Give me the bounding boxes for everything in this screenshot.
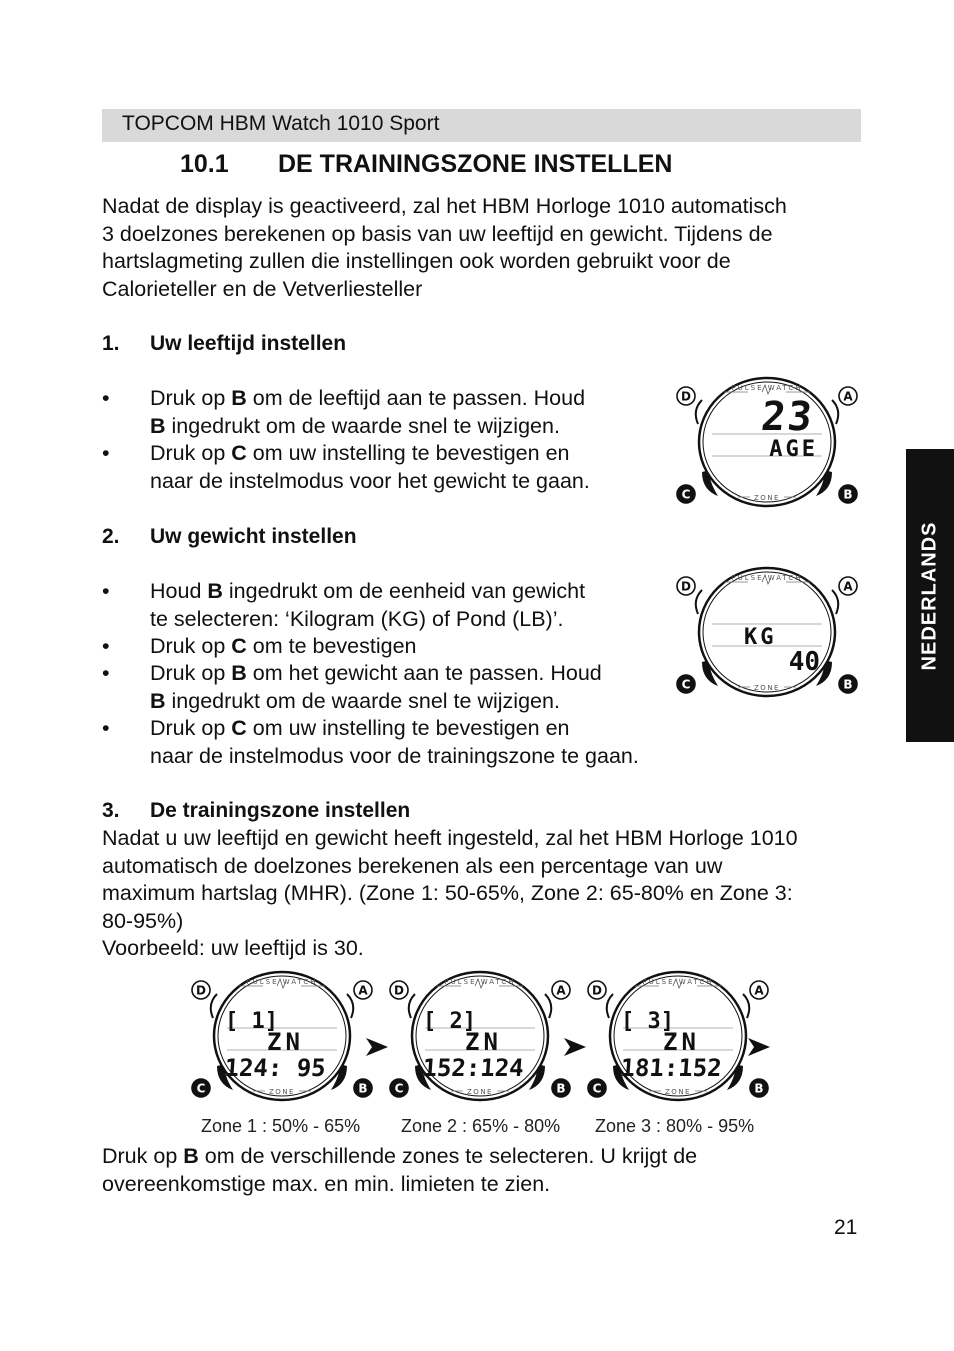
watch-button-label: D <box>592 983 602 998</box>
watch-top-label: PULSE WATCH <box>642 978 714 986</box>
watch-button-label: C <box>681 487 691 502</box>
watch-button-shape <box>347 994 353 1018</box>
watch-button-label: B <box>556 1081 566 1096</box>
watch-button-label: D <box>681 389 691 404</box>
watch-main-digits: 23 <box>759 394 817 440</box>
watch-button-shape <box>545 994 551 1018</box>
watch-zone-index: [ 1] <box>225 1009 278 1034</box>
language-label: NEDERLANDS <box>918 521 941 670</box>
watch-bottom-label: ZONE <box>269 1088 295 1096</box>
language-side-tab <box>906 449 954 742</box>
watch-sub-label: AGE <box>769 437 818 462</box>
watch-button-shape <box>832 590 838 614</box>
header-product: TOPCOM HBM Watch 1010 Sport <box>122 112 440 135</box>
step3-paragraph <box>102 825 798 963</box>
watch-button-label: C <box>592 1081 602 1096</box>
closing-line: overeenkomstige max. en min. limieten te zien. <box>102 1171 551 1196</box>
watch-zone-label: ZN <box>267 1028 304 1056</box>
bullet-dot: • <box>102 579 110 603</box>
watch-bottom-label: ZONE <box>754 494 780 502</box>
watch-button-label: B <box>843 677 853 692</box>
step1-number: 1. <box>102 332 120 355</box>
watch-button-label: D <box>394 983 404 998</box>
watch-button-shape <box>743 994 749 1018</box>
zone1-caption: Zone 1 : 50% - 65% <box>201 1116 361 1136</box>
watch-zone-index: [ 2] <box>423 1009 476 1034</box>
section-title <box>180 150 672 179</box>
step1-title: Uw leeftijd instellen <box>150 332 347 355</box>
bullet-line: Druk op C om uw instelling te bevestigen en <box>150 716 570 740</box>
step1-heading <box>102 332 346 356</box>
watch-button-shape <box>211 994 217 1018</box>
watch-zone-range: 181:152 <box>619 1054 723 1082</box>
watch-button-label: A <box>358 983 368 998</box>
bullet-dot: • <box>102 661 110 685</box>
watch-button-shape <box>696 590 702 614</box>
step2-heading <box>102 525 357 549</box>
watch-button-shape <box>832 400 838 424</box>
watch-age-illustration <box>672 376 862 508</box>
arrow-right-icon <box>366 1036 390 1058</box>
watch-button-label: B <box>754 1081 764 1096</box>
watch-button-shape <box>607 994 613 1018</box>
bullet-line: B ingedrukt om de waarde snel te wijzigen. <box>150 688 560 713</box>
bullet-line: B ingedrukt om de waarde snel te wijzigen. <box>150 413 560 438</box>
watch-button-label: A <box>556 983 566 998</box>
watch-zone-range: 152:124 <box>421 1054 525 1082</box>
section-heading: DE TRAININGSZONE INSTELLEN <box>278 150 673 178</box>
watch-zone-index: [ 3] <box>621 1009 674 1034</box>
watch-top-label: PULSE WATCH <box>731 384 803 392</box>
intro-line: hartslagmeting zullen die instellingen ook worden gebruikt voor de <box>102 249 731 273</box>
closing-paragraph <box>102 1143 697 1198</box>
bullet-dot: • <box>102 634 110 658</box>
watch-svg <box>583 970 773 1102</box>
watch-zone-label: ZN <box>663 1028 700 1056</box>
bullet-line: naar de instelmodus voor de trainingszone te gaan. <box>150 743 639 768</box>
intro-paragraph <box>102 193 787 303</box>
step3-line: 80-95%) <box>102 908 184 933</box>
watch-zone3-illustration <box>583 970 773 1102</box>
watch-button-label: A <box>843 579 853 594</box>
watch-zone-label: ZN <box>465 1028 502 1056</box>
watch-zone1-illustration <box>187 970 377 1102</box>
watch-button-label: C <box>196 1081 206 1096</box>
watch-zone2-illustration <box>385 970 575 1102</box>
watch-button-label: C <box>681 677 691 692</box>
bullet-dot: • <box>102 441 110 465</box>
page-number: 21 <box>834 1216 858 1239</box>
step2-title: Uw gewicht instellen <box>150 525 357 548</box>
intro-line: Calorieteller en de Vetverliesteller <box>102 276 423 301</box>
watch-svg <box>385 970 575 1102</box>
zone3-caption: Zone 3 : 80% - 95% <box>595 1116 755 1136</box>
watch-main-label: KG <box>744 625 777 650</box>
bullet-line: te selecteren: ‘Kilogram (KG) of Pond (LB)’. <box>150 606 564 631</box>
watch-svg <box>672 566 862 698</box>
watch-bottom-label: ZONE <box>754 684 780 692</box>
watch-button-label: B <box>358 1081 368 1096</box>
watch-bottom-label: ZONE <box>665 1088 691 1096</box>
watch-top-label: PULSE WATCH <box>731 574 803 582</box>
step3-line: Voorbeeld: uw leeftijd is 30. <box>102 936 364 960</box>
watch-bottom-label: ZONE <box>467 1088 493 1096</box>
arrow-right-icon <box>748 1036 772 1058</box>
bullet-dot: • <box>102 716 110 740</box>
step3-line: Nadat u uw leeftijd en gewicht heeft ingesteld, zal het HBM Horloge 1010 <box>102 826 798 850</box>
arrow-right-icon <box>564 1036 588 1058</box>
step2-number: 2. <box>102 525 120 548</box>
closing-line: Druk op B om de verschillende zones te selecteren. U krijgt de <box>102 1144 698 1168</box>
watch-sub-digits: 40 <box>788 647 820 677</box>
bullet-line: naar de instelmodus voor het gewicht te gaan. <box>150 468 590 493</box>
step3-title: De trainingszone instellen <box>150 799 411 822</box>
bullet-line: Druk op C om te bevestigen <box>150 634 417 658</box>
watch-button-label: D <box>681 579 691 594</box>
bullet-line: Houd B ingedrukt om de eenheid van gewicht <box>150 579 586 603</box>
watch-top-label: PULSE WATCH <box>246 978 318 986</box>
section-number: 10.1 <box>180 150 229 178</box>
step3-heading <box>102 799 410 823</box>
watch-weight-illustration <box>672 566 862 698</box>
bullet-line: Druk op B om de leeftijd aan te passen. Houd <box>150 386 586 410</box>
watch-zone-range: 124: 95 <box>223 1054 327 1082</box>
watch-svg <box>187 970 377 1102</box>
step3-line: maximum hartslag (MHR). (Zone 1: 50-65%, Zone 2: 65-80% en Zone 3: <box>102 881 793 905</box>
watch-top-label: PULSE WATCH <box>444 978 516 986</box>
watch-svg <box>672 376 862 508</box>
watch-button-label: A <box>754 983 764 998</box>
bullet-line: Druk op C om uw instelling te bevestigen en <box>150 441 570 465</box>
intro-line: Nadat de display is geactiveerd, zal het HBM Horloge 1010 automatisch <box>102 194 787 218</box>
zone2-caption: Zone 2 : 65% - 80% <box>401 1116 561 1136</box>
watch-button-label: A <box>843 389 853 404</box>
bullet-line: Druk op B om het gewicht aan te passen. Houd <box>150 661 602 685</box>
watch-button-shape <box>696 400 702 424</box>
watch-button-label: C <box>394 1081 404 1096</box>
header-bar <box>102 109 861 142</box>
intro-line: 3 doelzones berekenen op basis van uw leeftijd en gewicht. Tijdens de <box>102 221 773 246</box>
step3-number: 3. <box>102 799 120 822</box>
watch-button-label: B <box>843 487 853 502</box>
watch-button-label: D <box>196 983 206 998</box>
step3-line: automatisch de doelzones berekenen als een percentage van uw <box>102 853 723 878</box>
bullet-dot: • <box>102 386 110 410</box>
watch-button-shape <box>409 994 415 1018</box>
